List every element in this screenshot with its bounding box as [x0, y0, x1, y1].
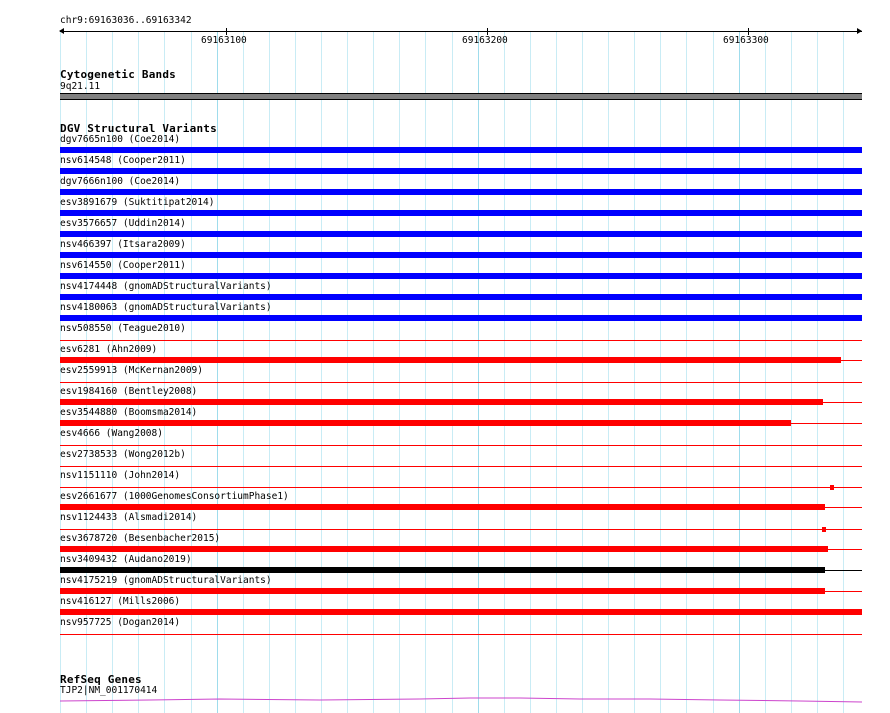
feature-bar[interactable] — [60, 399, 823, 405]
ruler-tick-label: 69163200 — [462, 35, 508, 46]
feature-bar[interactable] — [60, 189, 862, 195]
ruler-tick-label: 69163100 — [201, 35, 247, 46]
dgv-feature-row[interactable] — [0, 281, 890, 302]
feature-baseline — [825, 591, 862, 592]
dgv-feature-row[interactable] — [0, 554, 890, 575]
dgv-feature-row[interactable] — [0, 617, 890, 638]
gene-model[interactable] — [0, 690, 890, 713]
feature-bar[interactable] — [60, 504, 825, 510]
dgv-feature-row[interactable] — [0, 239, 890, 260]
feature-baseline — [825, 507, 862, 508]
feature-label: nsv1124433 (Alsmadi2014) — [60, 512, 198, 523]
ruler-line — [60, 31, 862, 32]
feature-bar[interactable] — [60, 588, 825, 594]
feature-label: esv4666 (Wang2008) — [60, 428, 163, 439]
feature-baseline — [60, 634, 862, 635]
feature-bar[interactable] — [60, 210, 862, 216]
feature-baseline — [60, 445, 862, 446]
dgv-feature-row[interactable] — [0, 491, 890, 512]
feature-bar[interactable] — [60, 294, 862, 300]
feature-bar[interactable] — [60, 357, 841, 363]
dgv-feature-row[interactable] — [0, 533, 890, 554]
feature-baseline — [60, 529, 862, 530]
feature-label: nsv957725 (Dogan2014) — [60, 617, 181, 628]
feature-label: dgv7666n100 (Coe2014) — [60, 176, 181, 187]
dgv-feature-row[interactable] — [0, 407, 890, 428]
dgv-feature-row[interactable] — [0, 344, 890, 365]
dgv-feature-row[interactable] — [0, 512, 890, 533]
feature-label: nsv416127 (Mills2006) — [60, 596, 181, 607]
ruler-right-arrow-icon — [857, 28, 862, 34]
dgv-feature-row[interactable] — [0, 386, 890, 407]
feature-label: nsv466397 (Itsara2009) — [60, 239, 186, 250]
gene-intron-line — [60, 698, 862, 702]
dgv-feature-row[interactable] — [0, 302, 890, 323]
ruler-tick — [226, 28, 227, 35]
track-title-cytogenetic-bands[interactable]: Cytogenetic Bands — [60, 68, 176, 81]
feature-baseline — [791, 423, 862, 424]
dgv-feature-row[interactable] — [0, 596, 890, 617]
feature-bar[interactable] — [60, 252, 862, 258]
dgv-feature-row[interactable] — [0, 260, 890, 281]
feature-label: esv2661677 (1000GenomesConsortiumPhase1) — [60, 491, 289, 502]
dgv-feature-row[interactable] — [0, 575, 890, 596]
dgv-feature-row[interactable] — [0, 218, 890, 239]
feature-baseline — [60, 382, 862, 383]
dgv-feature-row[interactable] — [0, 449, 890, 470]
feature-bar[interactable] — [60, 546, 828, 552]
ruler-tick — [487, 28, 488, 35]
feature-baseline — [60, 466, 862, 467]
feature-bar[interactable] — [60, 609, 862, 615]
feature-baseline — [60, 340, 862, 341]
feature-label: nsv4175219 (gnomADStructuralVariants) — [60, 575, 272, 586]
dgv-feature-row[interactable] — [0, 323, 890, 344]
feature-label: nsv3409432 (Audano2019) — [60, 554, 192, 565]
feature-baseline — [823, 402, 862, 403]
feature-baseline — [825, 570, 862, 571]
dgv-feature-row[interactable] — [0, 155, 890, 176]
feature-bar[interactable] — [60, 567, 825, 573]
feature-bar[interactable] — [60, 168, 862, 174]
feature-baseline — [828, 549, 862, 550]
feature-label: esv2738533 (Wong2012b) — [60, 449, 186, 460]
feature-bar[interactable] — [60, 420, 791, 426]
feature-label: esv1984160 (Bentley2008) — [60, 386, 198, 397]
gene-label[interactable]: TJP2|NM_001170414 — [60, 685, 158, 696]
feature-marker[interactable] — [822, 527, 826, 532]
feature-label: nsv508550 (Teague2010) — [60, 323, 186, 334]
feature-label: esv3678720 (Besenbacher2015) — [60, 533, 221, 544]
feature-bar[interactable] — [60, 147, 862, 153]
feature-label: dgv7665n100 (Coe2014) — [60, 134, 181, 145]
track-title-refseq-genes[interactable]: RefSeq Genes — [60, 673, 142, 686]
feature-label: nsv614550 (Cooper2011) — [60, 260, 186, 271]
feature-label: esv3891679 (Suktitipat2014) — [60, 197, 215, 208]
feature-label: esv6281 (Ahn2009) — [60, 344, 158, 355]
feature-baseline — [60, 487, 862, 488]
feature-label: esv3544880 (Boomsma2014) — [60, 407, 198, 418]
ruler-tick-label: 69163300 — [723, 35, 769, 46]
track-title-dgv-structural-variants[interactable]: DGV Structural Variants — [60, 122, 217, 135]
cytoband-label: 9q21.11 — [60, 81, 101, 92]
feature-label: nsv4174448 (gnomADStructuralVariants) — [60, 281, 272, 292]
feature-label: nsv614548 (Cooper2011) — [60, 155, 186, 166]
cytoband-bar[interactable] — [60, 93, 862, 100]
dgv-feature-row[interactable] — [0, 197, 890, 218]
feature-baseline — [841, 360, 862, 361]
dgv-feature-row[interactable] — [0, 134, 890, 155]
feature-bar[interactable] — [60, 273, 862, 279]
feature-label: nsv1151110 (John2014) — [60, 470, 181, 481]
feature-marker[interactable] — [830, 485, 834, 490]
feature-label: nsv4180063 (gnomADStructuralVariants) — [60, 302, 272, 313]
dgv-feature-row[interactable] — [0, 428, 890, 449]
location-label: chr9:69163036..69163342 — [60, 15, 192, 26]
feature-bar[interactable] — [60, 231, 862, 237]
feature-label: esv3576657 (Uddin2014) — [60, 218, 186, 229]
ruler-tick — [748, 28, 749, 35]
feature-bar[interactable] — [60, 315, 862, 321]
dgv-feature-row[interactable] — [0, 470, 890, 491]
dgv-feature-row[interactable] — [0, 176, 890, 197]
feature-label: esv2559913 (McKernan2009) — [60, 365, 203, 376]
dgv-feature-row[interactable] — [0, 365, 890, 386]
